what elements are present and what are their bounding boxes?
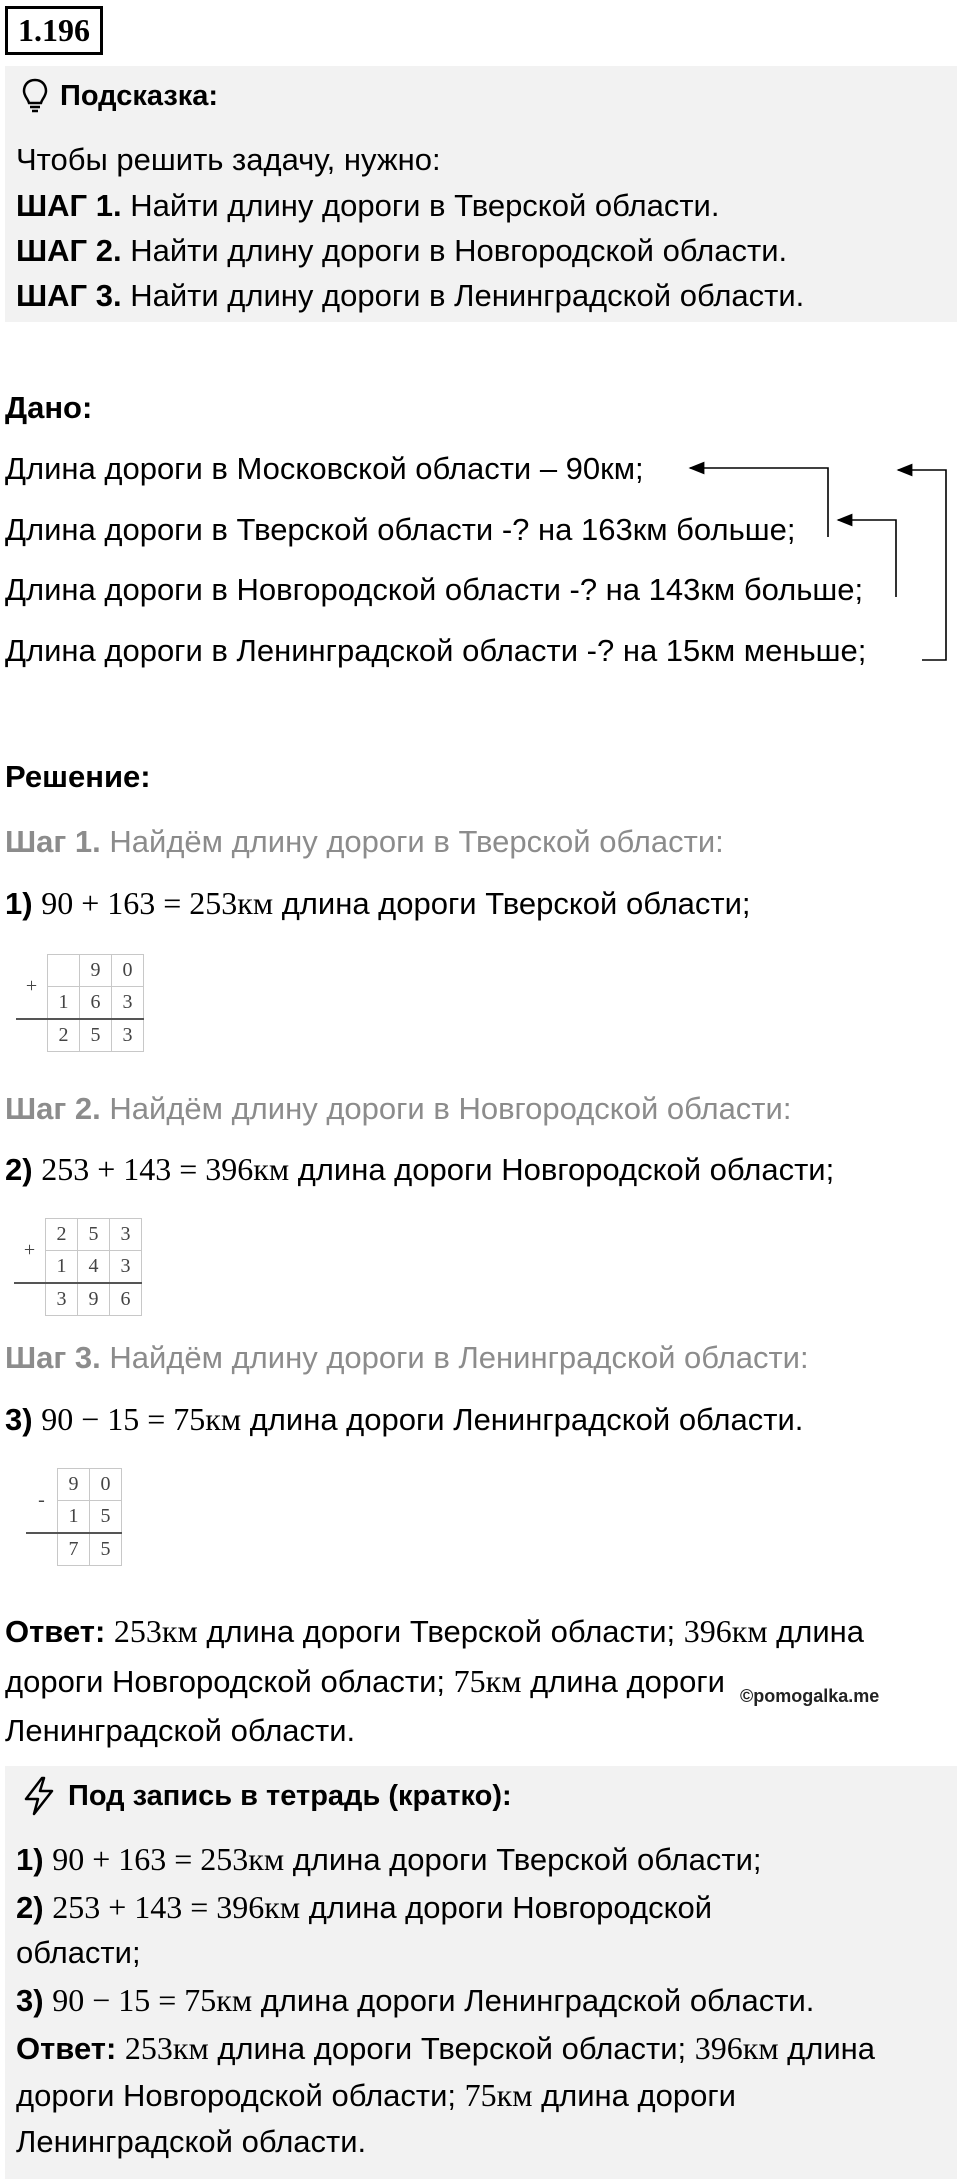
step-3-heading: Шаг 3. Найдём длину дороги в Ленинградской области:: [5, 1340, 809, 1375]
relation-arrows: [0, 0, 960, 720]
short-answer-line-1: Ответ: 253км длина дороги Тверской области; 396км длина: [16, 2030, 876, 2066]
step-2-heading: Шаг 2. Найдём длину дороги в Новгородской области:: [5, 1091, 792, 1126]
calc-step-2: + 2 5 3 1 4 3 3 9 6: [14, 1218, 142, 1316]
short-line-3: 3) 90 − 15 = 75км длина дороги Ленинградской области.: [16, 1982, 815, 2018]
given-line-novgorod: Длина дороги в Новгородской области -? на 143км больше;: [5, 572, 864, 607]
hint-intro: Чтобы решить задачу, нужно:: [16, 142, 441, 177]
given-title: Дано:: [5, 390, 93, 425]
step-1-equation: 1) 90 + 163 = 253км длина дороги Тверской области;: [5, 885, 751, 921]
arrow-tver: [690, 468, 828, 537]
arrow-leningrad: [898, 470, 946, 660]
answer-line-3: Ленинградской области.: [5, 1713, 356, 1748]
step-3-equation: 3) 90 − 15 = 75км длина дороги Ленинградской области.: [5, 1401, 804, 1437]
solution-title: Решение:: [5, 759, 151, 794]
hint-step-2: ШАГ 2. Найти длину дороги в Новгородской области.: [16, 233, 788, 268]
task-number: 1.196: [5, 6, 103, 55]
short-box: [5, 1766, 957, 2179]
hint-title-text: Подсказка:: [60, 79, 219, 112]
step-1-heading: Шаг 1. Найдём длину дороги в Тверской области:: [5, 824, 724, 859]
step-2-equation: 2) 253 + 143 = 396км длина дороги Новгородской области;: [5, 1151, 835, 1187]
short-line-2-cont: области;: [16, 1935, 141, 1970]
calc-step-3: - 9 0 1 5 7 5: [26, 1468, 122, 1566]
hint-step-1: ШАГ 1. Найти длину дороги в Тверской области.: [16, 188, 720, 223]
hint-step-3: ШАГ 3. Найти длину дороги в Ленинградской области.: [16, 278, 805, 313]
calc-sign: +: [23, 1238, 36, 1261]
calc-step-1: + 9 0 1 6 3 2 5 3: [16, 954, 144, 1052]
arrow-novgorod: [838, 520, 896, 597]
short-line-2: 2) 253 + 143 = 396км длина дороги Новгородской: [16, 1889, 713, 1925]
calc-sign: +: [25, 974, 38, 997]
given-line-leningrad: Длина дороги в Ленинградской области -? на 15км меньше;: [5, 633, 867, 668]
answer-line-2: дороги Новгородской области; 75км длина дороги: [5, 1663, 725, 1699]
watermark: ©pomogalka.me: [740, 1686, 880, 1706]
short-line-1: 1) 90 + 163 = 253км длина дороги Тверской области;: [16, 1841, 762, 1877]
answer-line-1: Ответ: 253км длина дороги Тверской области; 396км длина: [5, 1613, 865, 1649]
short-title-text: Под запись в тетрадь (кратко):: [68, 1779, 512, 1812]
lightning-icon: [22, 1776, 56, 1816]
short-title: [22, 1776, 512, 1816]
short-answer-line-2: дороги Новгородской области; 75км длина дороги: [16, 2077, 736, 2113]
given-line-tver: Длина дороги в Тверской области -? на 163км больше;: [5, 512, 796, 547]
short-answer-line-3: Ленинградской области.: [16, 2124, 367, 2159]
calc-sign: -: [38, 1488, 45, 1511]
given-line-moscow: Длина дороги в Московской области – 90км;: [5, 451, 644, 486]
